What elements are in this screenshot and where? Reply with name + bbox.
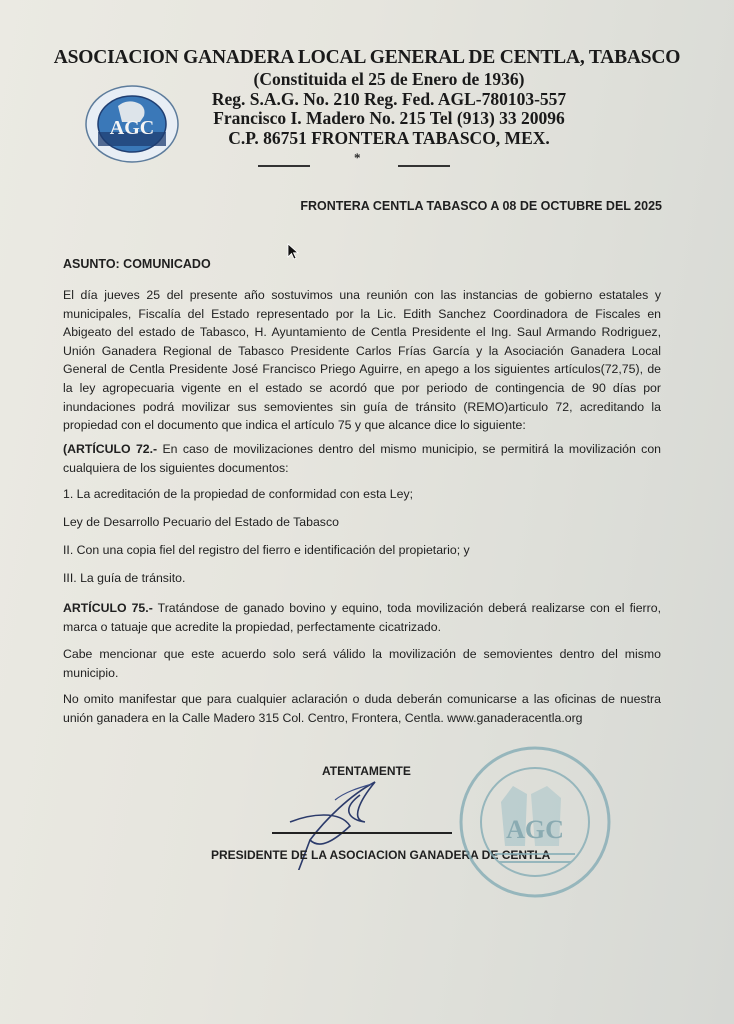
article-72-paragraph bbox=[63, 440, 661, 477]
article-75-paragraph bbox=[63, 599, 661, 636]
salutation: ATENTAMENTE bbox=[322, 764, 411, 778]
article-75-text: Tratándose de ganado bovino y equino, toda movilización deberá realizarse con el fierro, marca o tatuaje que acredite la propiedad, perfectamente cicatrizado. bbox=[63, 601, 661, 634]
requirement-item-3: III. La guía de tránsito. bbox=[63, 571, 186, 585]
header-rule-left bbox=[258, 165, 310, 167]
header-rule-right bbox=[398, 165, 450, 167]
logo-text: AGC bbox=[109, 117, 155, 139]
association-logo-icon bbox=[84, 84, 180, 164]
founded-line: (Constituida el 25 de Enero de 1936) bbox=[253, 69, 525, 89]
intro-paragraph: El día jueves 25 del presente año sostuvimos una reunión con las instancias de gobierno estatales y municipales, Fiscalía del Estado representado por la Lic. Edith Sanchez Coordinadora de Fiscales en Abigeato del estado de Tabasco, H. Ayuntamiento de Centla Presidente el Ing. Saul Armando Rodriguez, Unión Ganadera Regional de Tabasco Presidente Carlos Frías García y la Asociación Ganadera Local General de Centla Presidente José Francisco Priego Aguirre, en apego a los siguientes artículos(72,75), de la ley agropecuaria vigente en el estado se acordó que por periodo de contingencia de 90 días por inundaciones podrá movilizar sus semovientes sin guía de tránsito (REMO)articulo 72, acreditando la propiedad con el documento que indica el artículo 75 y que alcance dice lo siguiente: bbox=[63, 288, 661, 433]
requirement-item-2: II. Con una copia fiel del registro del fierro e identificación del propietario; y bbox=[63, 543, 470, 557]
postal-line: C.P. 86751 FRONTERA TABASCO, MEX. bbox=[228, 127, 550, 148]
subject-line: ASUNTO: COMUNICADO bbox=[63, 257, 211, 271]
contact-paragraph: No omito manifestar que para cualquier aclaración o duda deberán comunicarse a las oficinas de nuestra unión ganadera en la Calle Madero 315 Col. Centro, Frontera, Centla. www.ganaderacentla.org bbox=[63, 692, 661, 725]
article-72-label: (ARTÍCULO 72.- bbox=[63, 442, 158, 456]
svg-text:AGC: AGC bbox=[506, 815, 564, 844]
official-seal-icon bbox=[455, 742, 615, 902]
address-line: Francisco I. Madero No. 215 Tel (913) 33 20096 bbox=[213, 108, 565, 128]
article-72-text: En caso de movilizaciones dentro del mismo municipio, se permitirá la movilización con cualquiera de los siguientes documentos: bbox=[63, 442, 661, 475]
article-75-label: ARTÍCULO 75.- bbox=[63, 601, 153, 615]
org-name: ASOCIACION GANADERA LOCAL GENERAL DE CENTLA, TABASCO bbox=[53, 47, 681, 68]
signer-title: PRESIDENTE DE LA ASOCIACION GANADERA DE CENTLA bbox=[211, 848, 551, 862]
mouse-cursor-icon bbox=[287, 243, 299, 261]
header-star: * bbox=[354, 150, 361, 165]
note-paragraph: Cabe mencionar que este acuerdo solo será válido la movilización de semovientes dentro del mismo municipio. bbox=[63, 647, 661, 680]
date-line: FRONTERA CENTLA TABASCO A 08 DE OCTUBRE DEL 2025 bbox=[300, 199, 662, 213]
law-name: Ley de Desarrollo Pecuario del Estado de Tabasco bbox=[63, 515, 339, 529]
signature-line bbox=[272, 832, 452, 834]
registration-line: Reg. S.A.G. No. 210 Reg. Fed. AGL-780103-557 bbox=[211, 88, 567, 109]
requirement-item-1: 1. La acreditación de la propiedad de conformidad con esta Ley; bbox=[63, 487, 414, 501]
